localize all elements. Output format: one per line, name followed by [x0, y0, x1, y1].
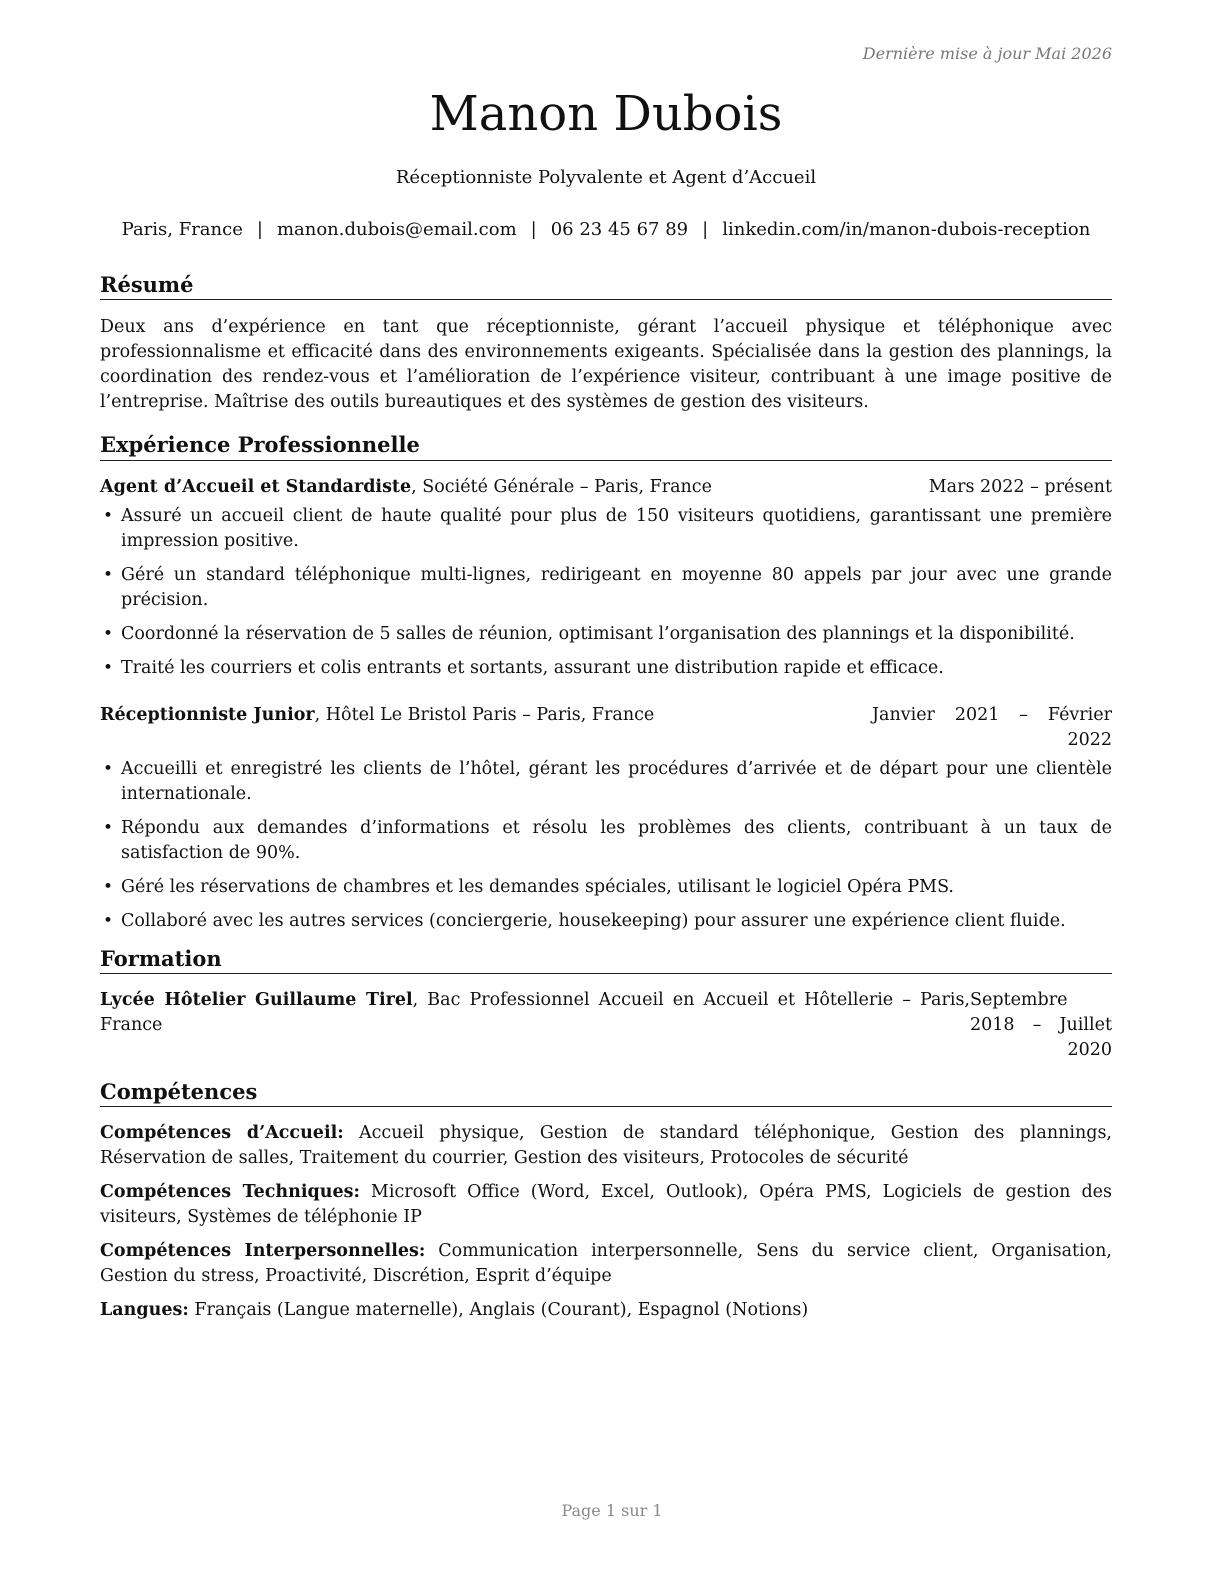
- list-item: • Géré un standard téléphonique multi-lignes, redirigeant en moyenne 80 appels par jour avec une grande précision.: [100, 563, 1112, 613]
- contact-line: [100, 219, 1112, 240]
- job-role: Réceptionniste Junior: [100, 704, 315, 725]
- summary-section: [100, 272, 1112, 415]
- skill-group: [100, 1180, 1112, 1230]
- resume-content: [100, 272, 1112, 1323]
- contact-email[interactable]: manon.dubois@email.com: [276, 219, 517, 240]
- job-entry: [100, 703, 1112, 934]
- contact-separator: |: [702, 219, 709, 240]
- candidate-name: Manon Dubois: [429, 86, 783, 142]
- education-section: [100, 946, 1112, 1063]
- summary-text: Deux ans d’expérience en tant que réceptionniste, gérant l’accueil physique et téléphonique avec professionnalisme et efficacité dans des environnements exigeants. Spécialisée dans la gestion des plannings, la coordination des rendez-vous et l’amélioration de l’expérience visiteur, contribuant à une image positive de l’entreprise. Maîtrise des outils bureautiques et des systèmes de gestion des visiteurs.: [100, 317, 1112, 413]
- section-heading-experience: Expérience Professionnelle: [100, 432, 1112, 460]
- last-updated: Dernière mise à jour Mai 2026: [862, 44, 1112, 63]
- job-header: [100, 703, 1112, 753]
- experience-section: [100, 432, 1112, 933]
- list-item: • Répondu aux demandes d’informations et résolu les problèmes des clients, contribuant à un taux de satisfaction de 90%.: [100, 816, 1112, 866]
- skill-label: Langues:: [100, 1300, 189, 1320]
- contact-linkedin[interactable]: linkedin.com/in/manon-dubois-reception: [722, 219, 1091, 240]
- skill-group: [100, 1239, 1112, 1289]
- job-header: [100, 475, 1112, 500]
- skill-text: Français (Langue maternelle), Anglais (Courant), Espagnol (Notions): [188, 1300, 809, 1320]
- education-degree: , Bac Professionnel Accueil en Accueil et Hôtellerie – Paris, France: [100, 989, 970, 1035]
- list-item: • Collaboré avec les autres services (conciergerie, housekeeping) pour assurer une expérience client fluide.: [100, 909, 1112, 934]
- list-item: • Assuré un accueil client de haute qualité pour plus de 150 visiteurs quotidiens, garantissant une première impression positive.: [100, 504, 1112, 554]
- skill-text: Communication interpersonnelle, Sens du service client, Organisation, Gestion du stress, Proactivité, Discrétion, Esprit d’équipe: [100, 1241, 1112, 1286]
- job-organization: , Société Générale – Paris, France: [411, 476, 712, 497]
- skill-group: [100, 1298, 1112, 1323]
- education-school: Lycée Hôtelier Guillaume Tirel: [100, 989, 413, 1010]
- contact-separator: |: [256, 219, 263, 240]
- contact-location: Paris, France: [121, 219, 243, 240]
- page-number: Page 1 sur 1: [561, 1501, 663, 1520]
- section-heading-skills: Compétences: [100, 1079, 1112, 1107]
- skill-label: Compétences Techniques:: [100, 1182, 360, 1202]
- skills-section: [100, 1079, 1112, 1323]
- skill-label: Compétences Interpersonnelles:: [100, 1241, 426, 1261]
- job-bullets: [100, 504, 1112, 681]
- skill-text: Accueil physique, Gestion de standard téléphonique, Gestion des plannings, Réservation de salles, Traitement du courrier, Gestion des visiteurs, Protocoles de sécurité: [100, 1123, 1112, 1168]
- job-entry: [100, 475, 1112, 681]
- list-item: • Traité les courriers et colis entrants et sortants, assurant une distribution rapide et efficace.: [100, 656, 1112, 681]
- job-bullets: [100, 757, 1112, 934]
- skill-group: [100, 1121, 1112, 1171]
- section-heading-summary: Résumé: [100, 272, 1112, 300]
- contact-separator: |: [530, 219, 537, 240]
- education-entry: [100, 988, 1112, 1063]
- contact-phone: 06 23 45 67 89: [550, 219, 689, 240]
- job-role: Agent d’Accueil et Standardiste: [100, 476, 412, 497]
- education-dates: Septembre 2018 – Juillet 2020: [970, 989, 1112, 1060]
- skill-label: Compétences d’Accueil:: [100, 1123, 344, 1143]
- list-item: • Accueilli et enregistré les clients de l’hôtel, gérant les procédures d’arrivée et de départ pour une clientèle internationale.: [100, 757, 1112, 807]
- list-item: • Géré les réservations de chambres et les demandes spéciales, utilisant le logiciel Opéra PMS.: [100, 875, 1112, 900]
- list-item: • Coordonné la réservation de 5 salles de réunion, optimisant l’organisation des plannings et la disponibilité.: [100, 622, 1112, 647]
- job-dates: Mars 2022 – présent: [928, 476, 1112, 497]
- resume-page: [100, 0, 1112, 1584]
- section-heading-education: Formation: [100, 946, 1112, 974]
- candidate-title: Réceptionniste Polyvalente et Agent d’Accueil: [395, 167, 817, 188]
- skill-text: Microsoft Office (Word, Excel, Outlook), Opéra PMS, Logiciels de gestion des visiteurs, Systèmes de téléphonie IP: [100, 1182, 1113, 1227]
- job-organization: , Hôtel Le Bristol Paris – Paris, France: [314, 704, 655, 725]
- job-dates: Janvier 2021 – Février 2022: [872, 704, 1112, 750]
